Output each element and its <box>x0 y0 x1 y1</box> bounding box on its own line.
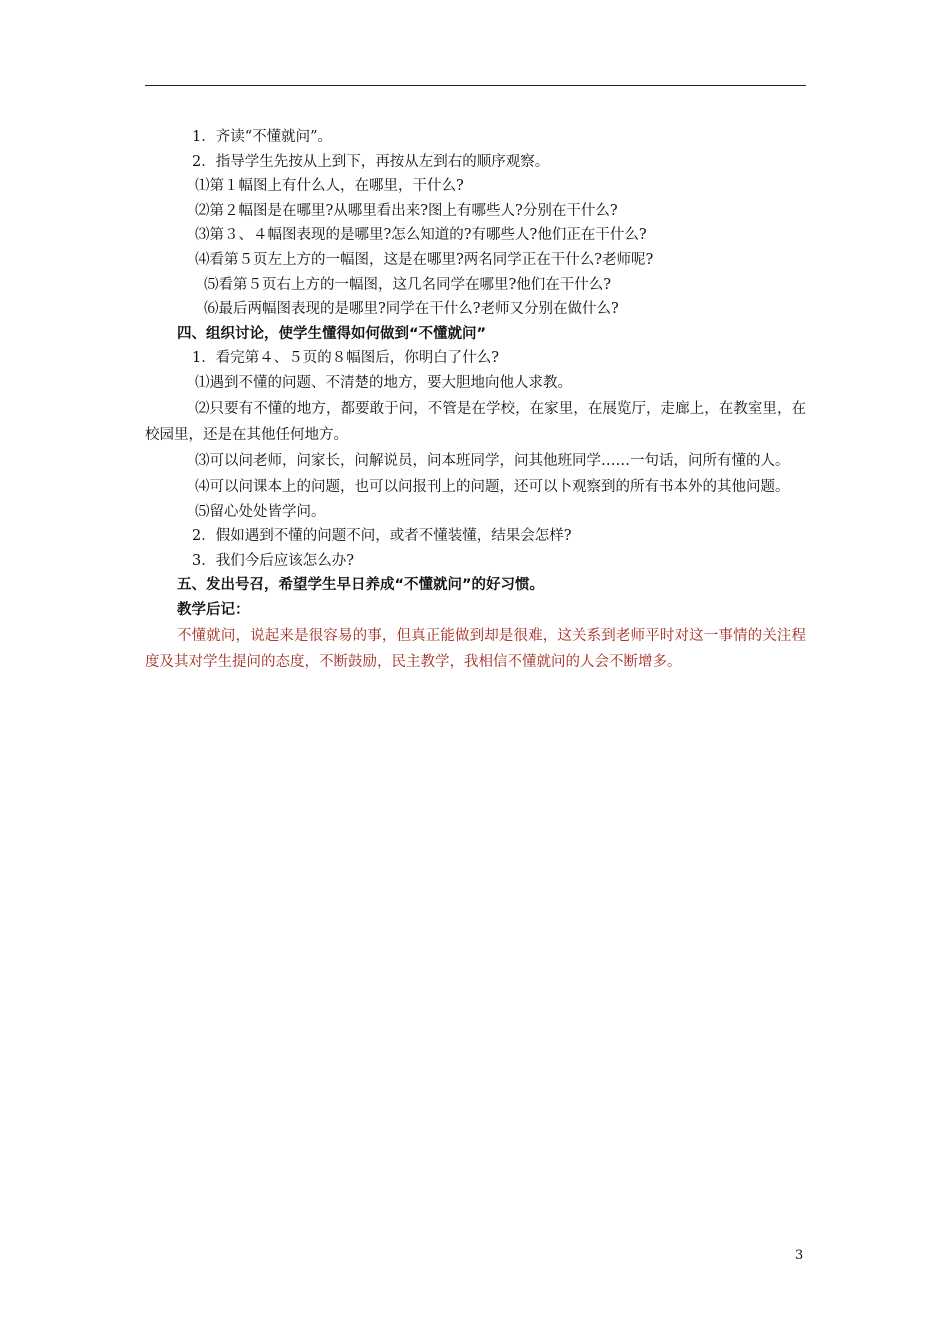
step-item-1: 1．齐读“不懂就问”。 <box>192 129 333 145</box>
page-number: 3 <box>795 1248 804 1263</box>
observe-question-3: ⑶第３、４幅图表现的是哪里?怎么知道的?有哪些人?他们正在干什么? <box>195 227 647 244</box>
section-five-heading: 五、发出号召，希望学生早日养成“不懂就问”的好习惯。 <box>177 577 545 594</box>
discussion-point-3: ⑶可以问老师，问家长，问解说员，问本班同学，问其他班同学……一句话，问所有懂的人。 <box>195 452 790 469</box>
discussion-point-5: ⑸留心处处皆学问。 <box>195 503 326 520</box>
discussion-item-1: 1．看完第４、５页的８幅图后，你明白了什么? <box>192 350 499 367</box>
observe-question-6: ⑹最后两幅图表现的是哪里?同学在干什么?老师又分别在做什么? <box>204 301 619 318</box>
header-rule <box>145 85 806 86</box>
observe-question-4: ⑷看第５页左上方的一幅图，这是在哪里?两名同学正在干什么?老师呢? <box>195 251 654 268</box>
discussion-item-3: 3．我们今后应该怎么办? <box>192 552 354 569</box>
discussion-point-1: ⑴遇到不懂的问题、不清楚的地方，要大胆地向他人求教。 <box>195 374 572 391</box>
document-body <box>145 125 806 675</box>
section-four-heading: 四、组织讨论，使学生懂得如何做到“不懂就问” <box>177 325 487 342</box>
observe-question-5: ⑸看第５页右上方的一幅图，这几名同学在哪里?他们在干什么? <box>204 276 612 293</box>
discussion-point-2: ⑵只要有不懂的地方，都要敢于问，不管是在学校，在家里，在展览厅，走廊上，在教室里，在校园里，还是在其他任何地方。 <box>145 400 806 443</box>
postscript-heading: 教学后记： <box>177 601 250 618</box>
discussion-item-2: 2．假如遇到不懂的问题不问，或者不懂装懂，结果会怎样? <box>192 528 572 545</box>
step-item-2: 2．指导学生先按从上到下，再按从左到右的顺序观察。 <box>192 153 550 170</box>
observe-question-1: ⑴第１幅图上有什么人，在哪里，干什么? <box>195 178 464 195</box>
postscript-text: 不懂就问，说起来是很容易的事，但真正能做到却是很难，这关系到老师平时对这一事情的关注程度及其对学生提问的态度，不断鼓励，民主教学，我相信不懂就问的人会不断增多。 <box>145 627 806 670</box>
discussion-point-4: ⑷可以问课本上的问题，也可以问报刊上的问题，还可以卜观察到的所有书本外的其他问题。 <box>195 478 790 495</box>
observe-question-2: ⑵第２幅图是在哪里?从哪里看出来?图上有哪些人?分别在干什么? <box>195 202 618 219</box>
